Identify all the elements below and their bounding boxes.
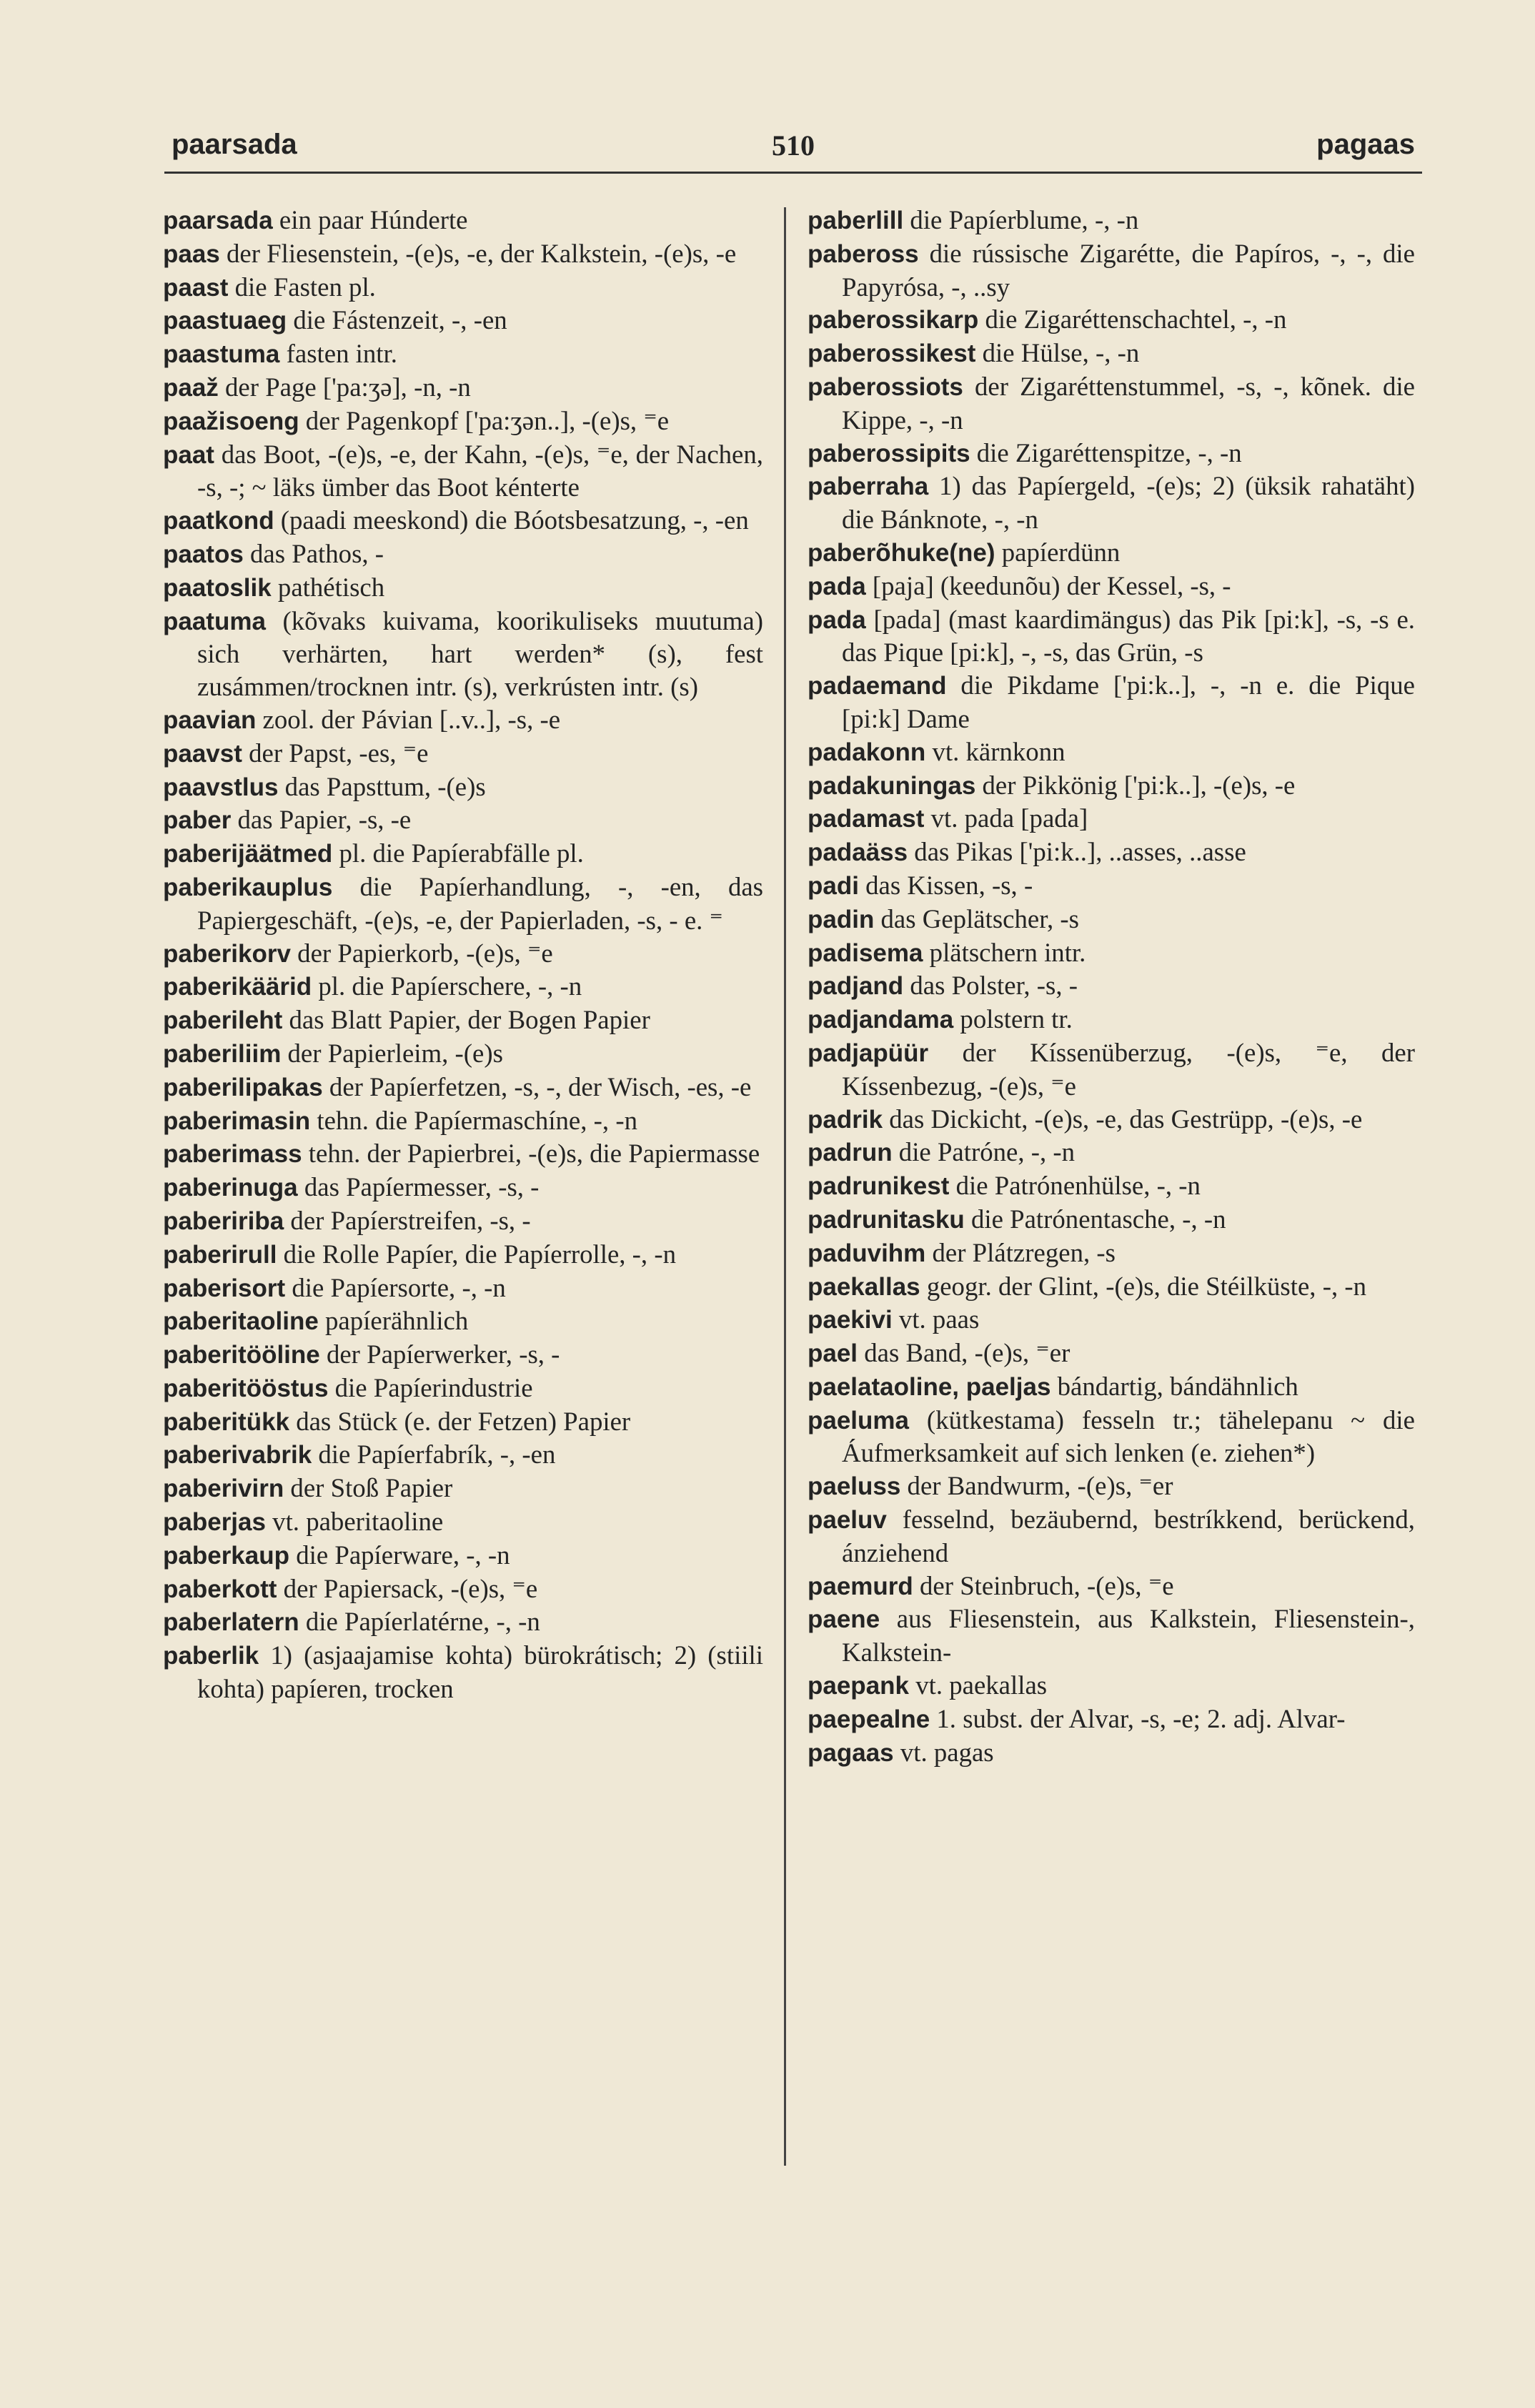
entry-definition: zool. der Pávian [..v..], -s, -e bbox=[256, 704, 561, 734]
entry-definition: der Stoß Papier bbox=[284, 1473, 453, 1503]
entry-definition: vt. paekallas bbox=[909, 1670, 1048, 1700]
entry-definition: die Fasten pl. bbox=[228, 272, 376, 302]
dictionary-entry bbox=[808, 1203, 1415, 1237]
entry-headword: paberikäärid bbox=[163, 973, 312, 1001]
entry-headword: paeluv bbox=[808, 1506, 887, 1535]
entry-headword: padrik bbox=[808, 1105, 883, 1134]
dictionary-entry bbox=[163, 1505, 763, 1539]
entry-definition: der Bandwurm, -(e)s, ⁼er bbox=[900, 1471, 1173, 1501]
entry-definition: der Papíerfetzen, -s, -, der Wisch, -es, -e bbox=[322, 1071, 752, 1101]
entry-definition: pl. die Papíerschere, -, -n bbox=[312, 971, 582, 1001]
entry-headword: paekivi bbox=[808, 1306, 893, 1334]
dictionary-entry bbox=[163, 271, 763, 304]
entry-definition: das Blatt Papier, der Bogen Papier bbox=[282, 1005, 650, 1035]
dictionary-entry bbox=[163, 803, 763, 837]
entry-definition: das Pikas ['pi:k..], ..asses, ..asse bbox=[908, 837, 1246, 867]
entry-headword: paduvihm bbox=[808, 1239, 926, 1267]
entry-definition: die Patrónentasche, -, -n bbox=[964, 1204, 1226, 1234]
dictionary-entry bbox=[163, 1338, 763, 1372]
dictionary-entry bbox=[808, 1169, 1415, 1203]
dictionary-entry bbox=[163, 304, 763, 337]
dictionary-entry bbox=[808, 1669, 1415, 1703]
entry-definition: 1. subst. der Alvar, -s, -e; 2. adj. Alvar- bbox=[930, 1703, 1346, 1733]
entry-headword: padaemand bbox=[808, 672, 947, 700]
entry-headword: pada bbox=[808, 605, 866, 634]
dictionary-entry bbox=[808, 969, 1415, 1003]
dictionary-entry bbox=[163, 438, 763, 505]
entry-headword: paberinuga bbox=[163, 1174, 298, 1202]
entry-definition: die Papíerblume, -, -n bbox=[903, 205, 1139, 234]
entry-headword: paastuma bbox=[163, 340, 280, 369]
dictionary-entry bbox=[808, 1602, 1415, 1669]
entry-definition: pl. die Papíerabfälle pl. bbox=[332, 838, 584, 868]
dictionary-entry bbox=[808, 337, 1415, 370]
entry-definition: der Papiersack, -(e)s, ⁼e bbox=[277, 1573, 538, 1603]
dictionary-entry bbox=[808, 570, 1415, 603]
dictionary-entry bbox=[163, 1272, 763, 1305]
entry-headword: padjandama bbox=[808, 1006, 954, 1034]
entry-headword: padi bbox=[808, 871, 859, 900]
dictionary-entry bbox=[163, 1472, 763, 1505]
entry-headword: paberitööline bbox=[163, 1341, 320, 1369]
entry-definition: das Boot, -(e)s, -e, der Kahn, -(e)s, ⁼e, der Nachen, -s, -; ~ läks ümber das Boot kénterte bbox=[197, 439, 763, 502]
entry-definition: ein paar Húnderte bbox=[272, 205, 468, 234]
entry-headword: padaäss bbox=[808, 838, 908, 867]
entry-headword: paberkott bbox=[163, 1575, 277, 1603]
dictionary-entry bbox=[163, 1137, 763, 1171]
entry-headword: paberirull bbox=[163, 1240, 277, 1269]
entry-definition: vt. paas bbox=[892, 1304, 980, 1334]
dictionary-entry bbox=[163, 1438, 763, 1472]
entry-definition: der Fliesenstein, -(e)s, -e, der Kalkstein, -(e)s, -e bbox=[219, 238, 737, 268]
entry-headword: paberõhuke(ne) bbox=[808, 538, 995, 567]
entry-headword: paberlill bbox=[808, 207, 904, 234]
entry-definition: das Kissen, -s, - bbox=[858, 870, 1033, 900]
entry-headword: paepealne bbox=[808, 1705, 930, 1733]
dictionary-entry bbox=[163, 970, 763, 1004]
entry-definition: die Pikdame ['pi:k..], -, -n e. die Pique [pi:k] Dame bbox=[842, 670, 1415, 733]
entry-headword: paelataoline, paeljas bbox=[808, 1372, 1051, 1401]
entry-definition: vt. kärnkonn bbox=[925, 736, 1065, 766]
entry-definition: bándartig, bándähnlich bbox=[1050, 1371, 1298, 1401]
dictionary-entry bbox=[163, 1104, 763, 1138]
entry-definition: der Pikkönig ['pi:k..], -(e)s, -e bbox=[975, 770, 1296, 800]
dictionary-entry bbox=[163, 1572, 763, 1606]
dictionary-entry bbox=[163, 337, 763, 371]
entry-headword: paemurd bbox=[808, 1572, 913, 1600]
dictionary-entry bbox=[808, 1503, 1415, 1570]
entry-definition: die Papíerindustrie bbox=[328, 1372, 533, 1402]
entry-definition: papíerdünn bbox=[995, 537, 1121, 567]
entry-headword: paberossipits bbox=[808, 439, 970, 467]
dictionary-entry bbox=[808, 1570, 1415, 1603]
entry-definition: papíerähnlich bbox=[318, 1306, 469, 1336]
dictionary-entry bbox=[808, 769, 1415, 803]
dictionary-entry bbox=[163, 737, 763, 771]
page-number: 510 bbox=[772, 129, 815, 162]
entry-definition: der Papíerwerker, -s, - bbox=[319, 1339, 560, 1369]
entry-headword: paeluss bbox=[808, 1472, 901, 1501]
dictionary-entry bbox=[163, 937, 763, 971]
dictionary-entry bbox=[163, 371, 763, 405]
dictionary-entry bbox=[808, 237, 1415, 304]
entry-definition: (paadi meeskond) die Bóotsbesatzung, -, -en bbox=[274, 505, 749, 535]
dictionary-entry bbox=[808, 536, 1415, 570]
entry-headword: paberivirn bbox=[163, 1475, 284, 1503]
entry-definition: der Papíerstreifen, -s, - bbox=[284, 1205, 531, 1235]
entry-headword: pabeririba bbox=[163, 1207, 284, 1235]
entry-headword: paberimass bbox=[163, 1140, 302, 1169]
entry-definition: 1) (asjaajamise kohta) bürokrátisch; 2) (stiili kohta) papíeren, trocken bbox=[197, 1640, 763, 1704]
entry-definition: der Kíssenüberzug, -(e)s, ⁼e, der Kíssenbezug, -(e)s, ⁼e bbox=[842, 1037, 1415, 1101]
entry-headword: paberlik bbox=[163, 1642, 259, 1670]
dictionary-entry bbox=[163, 1171, 763, 1204]
dictionary-entry bbox=[163, 605, 763, 703]
dictionary-entry bbox=[163, 405, 763, 438]
dictionary-entry bbox=[808, 836, 1415, 869]
entry-definition: der Zigaréttenstummel, -s, -, kõnek. die Kippe, -, -n bbox=[842, 371, 1415, 435]
entry-definition: das Pathos, - bbox=[243, 538, 384, 568]
dictionary-entry bbox=[808, 1303, 1415, 1337]
entry-definition: der Papierleim, -(e)s bbox=[281, 1038, 503, 1068]
entry-headword: paberossikest bbox=[808, 340, 976, 368]
entry-headword: padjand bbox=[808, 972, 904, 1001]
dictionary-entry bbox=[808, 303, 1415, 337]
entry-definition: das Band, -(e)s, ⁼er bbox=[858, 1338, 1070, 1368]
entry-definition: das Geplätscher, -s bbox=[874, 903, 1079, 933]
dictionary-entry bbox=[163, 1639, 763, 1705]
entry-headword: paberkaup bbox=[163, 1541, 289, 1570]
entry-headword: padisema bbox=[808, 938, 923, 967]
dictionary-entry bbox=[808, 1337, 1415, 1370]
dictionary-entry bbox=[808, 1270, 1415, 1304]
entry-headword: padrun bbox=[808, 1139, 893, 1167]
dictionary-entry bbox=[163, 837, 763, 871]
dictionary-entry bbox=[163, 1238, 763, 1272]
dictionary-entry bbox=[163, 1405, 763, 1439]
dictionary-entry bbox=[808, 437, 1415, 470]
entry-headword: paberiliim bbox=[163, 1039, 282, 1068]
page-header bbox=[172, 129, 1415, 172]
dictionary-entry bbox=[163, 1071, 763, 1104]
entry-headword: pabeross bbox=[808, 239, 919, 268]
dictionary-entry bbox=[163, 571, 763, 605]
dictionary-entry bbox=[163, 771, 763, 804]
header-rule bbox=[164, 172, 1422, 174]
entry-headword: paarsada bbox=[163, 207, 273, 234]
dictionary-entry bbox=[808, 1404, 1415, 1470]
dictionary-entry bbox=[808, 370, 1415, 437]
entry-definition: fasten intr. bbox=[279, 339, 397, 369]
entry-definition: die Papíersorte, -, -n bbox=[285, 1272, 506, 1302]
entry-definition: das Polster, -s, - bbox=[903, 971, 1078, 1001]
entry-definition: der Pagenkopf ['pa:ʒən..], -(e)s, ⁼e bbox=[299, 405, 670, 435]
entry-definition: die Papíerware, -, -n bbox=[289, 1540, 510, 1570]
dictionary-entry bbox=[808, 1736, 1415, 1770]
dictionary-entry bbox=[163, 703, 763, 737]
entry-definition: (kõvaks kuivama, koorikuliseks muutuma) sich verhärten, hart werden* (s), fest zusámmen/trocknen intr. (s), verkrústen intr. (s) bbox=[197, 605, 763, 702]
dictionary-entry bbox=[163, 1304, 763, 1338]
entry-headword: paberitükk bbox=[163, 1407, 289, 1436]
entry-headword: padakonn bbox=[808, 738, 926, 766]
entry-definition: (kütkestama) fesseln tr.; tähelepanu ~ die Áufmerksamkeit auf sich lenken (e. ziehen*) bbox=[842, 1404, 1415, 1468]
entry-definition: fesselnd, bezäubernd, bestríkkend, berückend, ánziehend bbox=[842, 1505, 1415, 1567]
dictionary-entry bbox=[808, 1036, 1415, 1103]
entry-headword: padakuningas bbox=[808, 771, 976, 800]
entry-definition: vt. pada [pada] bbox=[924, 803, 1088, 833]
dictionary-entry bbox=[808, 603, 1415, 670]
entry-headword: paatos bbox=[163, 540, 244, 568]
entry-definition: tehn. die Papíermaschíne, -, -n bbox=[310, 1105, 637, 1135]
entry-headword: padjapüür bbox=[808, 1039, 929, 1067]
entry-definition: das Papier, -s, -e bbox=[231, 805, 412, 835]
entry-headword: paberlatern bbox=[163, 1608, 299, 1637]
dictionary-entry bbox=[808, 903, 1415, 936]
entry-headword: paavstlus bbox=[163, 773, 279, 801]
dictionary-entry bbox=[808, 869, 1415, 903]
entry-headword: padin bbox=[808, 905, 875, 933]
right-column bbox=[808, 204, 1415, 1769]
entry-headword: paažisoeng bbox=[163, 407, 299, 435]
entry-headword: paberraha bbox=[808, 472, 929, 501]
entry-headword: padamast bbox=[808, 805, 925, 833]
dictionary-entry bbox=[808, 1470, 1415, 1503]
dictionary-entry bbox=[808, 1370, 1415, 1404]
dictionary-entry bbox=[808, 802, 1415, 836]
entry-headword: paberossiots bbox=[808, 372, 963, 401]
entry-definition: der Page ['pa:ʒə], -n, -n bbox=[218, 372, 471, 402]
dictionary-entry bbox=[808, 204, 1415, 237]
entry-definition: die Rolle Papíer, die Papíerrolle, -, -n bbox=[277, 1239, 676, 1269]
entry-definition: [paja] (keedunõu) der Kessel, -s, - bbox=[865, 570, 1231, 600]
entry-definition: die rússische Zigarétte, die Papíros, -, -, die Papyrósa, -, ..sy bbox=[842, 238, 1415, 302]
header-last-word: pagaas bbox=[1316, 129, 1415, 160]
entry-definition: plätschern intr. bbox=[923, 937, 1086, 967]
entry-definition: die Papíerhandlung, -, -en, das Papiergeschäft, -(e)s, -e, der Papierladen, -s, - e. ⁼ bbox=[197, 871, 763, 935]
entry-definition: das Papíermesser, -s, - bbox=[297, 1172, 540, 1202]
entry-definition: die Papíerfabrík, -, -en bbox=[312, 1440, 556, 1470]
entry-headword: paberikauplus bbox=[163, 873, 333, 901]
entry-definition: das Papsttum, -(e)s bbox=[278, 771, 486, 801]
entry-headword: paatkond bbox=[163, 507, 274, 535]
entry-headword: padrunikest bbox=[808, 1172, 950, 1201]
entry-headword: paas bbox=[163, 239, 220, 268]
entry-headword: paepank bbox=[808, 1672, 909, 1700]
dictionary-entry bbox=[808, 1136, 1415, 1169]
entry-headword: padrunitasku bbox=[808, 1205, 965, 1234]
entry-headword: paberikorv bbox=[163, 939, 291, 968]
entry-headword: paat bbox=[163, 440, 214, 469]
dictionary-entry bbox=[808, 669, 1415, 735]
entry-headword: paaž bbox=[163, 373, 219, 402]
column-divider bbox=[784, 207, 786, 2166]
entry-definition: 1) das Papíergeld, -(e)s; 2) (üksik rahatäht) die Bánknote, -, -n bbox=[842, 471, 1415, 535]
entry-definition: das Dickicht, -(e)s, -e, das Gestrüpp, -(e)s, -e bbox=[883, 1104, 1363, 1134]
dictionary-entry bbox=[808, 936, 1415, 970]
entry-definition: polstern tr. bbox=[953, 1004, 1073, 1034]
entry-headword: paberivabrik bbox=[163, 1441, 312, 1470]
dictionary-entry bbox=[808, 1103, 1415, 1136]
entry-headword: paberjas bbox=[163, 1508, 266, 1537]
entry-definition: der Papierkorb, -(e)s, ⁼e bbox=[290, 938, 553, 968]
entry-definition: die Fástenzeit, -, -en bbox=[287, 305, 507, 335]
entry-headword: paatuma bbox=[163, 607, 266, 635]
entry-definition: geogr. der Glint, -(e)s, die Stéilküste, -, -n bbox=[920, 1271, 1367, 1301]
dictionary-entry bbox=[163, 871, 763, 937]
dictionary-entry bbox=[163, 237, 763, 271]
entry-headword: paberitööstus bbox=[163, 1374, 329, 1402]
entry-definition: der Steinbruch, -(e)s, ⁼e bbox=[913, 1570, 1174, 1600]
dictionary-entry bbox=[163, 504, 763, 537]
entry-definition: tehn. der Papierbrei, -(e)s, die Papiermasse bbox=[302, 1139, 760, 1169]
dictionary-entry bbox=[163, 204, 763, 237]
entry-headword: paberisort bbox=[163, 1274, 286, 1302]
entry-definition: die Patrónenhülse, -, -n bbox=[949, 1171, 1201, 1201]
entry-headword: paavst bbox=[163, 739, 242, 768]
entry-definition: die Zigaréttenschachtel, -, -n bbox=[978, 304, 1287, 335]
entry-definition: vt. paberitaoline bbox=[265, 1507, 444, 1537]
dictionary-entry bbox=[808, 1703, 1415, 1736]
dictionary-entry bbox=[808, 1237, 1415, 1270]
entry-definition: die Papíerlatérne, -, -n bbox=[299, 1607, 540, 1637]
entry-definition: [pada] (mast kaardimängus) das Pik [pi:k], -s, -s e. das Pique [pi:k], -, -s, das Grün, -s bbox=[842, 604, 1415, 668]
dictionary-entry bbox=[163, 1605, 763, 1639]
entry-headword: pada bbox=[808, 572, 866, 600]
entry-definition: der Plátzregen, -s bbox=[925, 1237, 1116, 1267]
entry-definition: die Hülse, -, -n bbox=[975, 338, 1140, 368]
dictionary-entry bbox=[163, 1539, 763, 1572]
entry-headword: paberileht bbox=[163, 1006, 283, 1035]
entry-headword: paastuaeg bbox=[163, 307, 287, 335]
entry-headword: paatoslik bbox=[163, 573, 272, 602]
entry-headword: paavian bbox=[163, 705, 257, 734]
entry-definition: der Papst, -es, ⁼e bbox=[242, 738, 429, 768]
entry-headword: paast bbox=[163, 273, 229, 302]
entry-headword: paberitaoline bbox=[163, 1307, 319, 1336]
entry-headword: paberijäätmed bbox=[163, 840, 333, 868]
entry-definition: aus Fliesenstein, aus Kalkstein, Fliesenstein-, Kalkstein- bbox=[842, 1604, 1415, 1668]
entry-definition: das Stück (e. der Fetzen) Papier bbox=[289, 1406, 631, 1436]
entry-headword: paberilipakas bbox=[163, 1073, 323, 1101]
entry-headword: pagaas bbox=[808, 1738, 894, 1767]
dictionary-entry bbox=[808, 470, 1415, 536]
dictionary-entry bbox=[163, 1372, 763, 1405]
entry-headword: paberossikarp bbox=[808, 306, 979, 335]
header-first-word: paarsada bbox=[172, 129, 297, 160]
dictionary-entry bbox=[163, 1004, 763, 1037]
dictionary-entry bbox=[163, 1037, 763, 1071]
entry-headword: paene bbox=[808, 1605, 880, 1634]
entry-headword: pael bbox=[808, 1339, 858, 1368]
dictionary-entry bbox=[808, 1003, 1415, 1036]
entry-headword: paekallas bbox=[808, 1272, 920, 1301]
entry-definition: die Zigaréttenspitze, -, -n bbox=[970, 437, 1242, 467]
entry-headword: paber bbox=[163, 806, 232, 835]
entry-definition: pathétisch bbox=[271, 572, 385, 602]
entry-headword: paeluma bbox=[808, 1406, 909, 1435]
entry-definition: vt. pagas bbox=[893, 1737, 994, 1767]
entry-headword: paberimasin bbox=[163, 1106, 311, 1135]
dictionary-entry bbox=[163, 537, 763, 571]
left-column bbox=[163, 204, 763, 1705]
dictionary-entry bbox=[808, 735, 1415, 769]
dictionary-entry bbox=[163, 1204, 763, 1238]
entry-definition: die Patróne, -, -n bbox=[892, 1137, 1076, 1167]
